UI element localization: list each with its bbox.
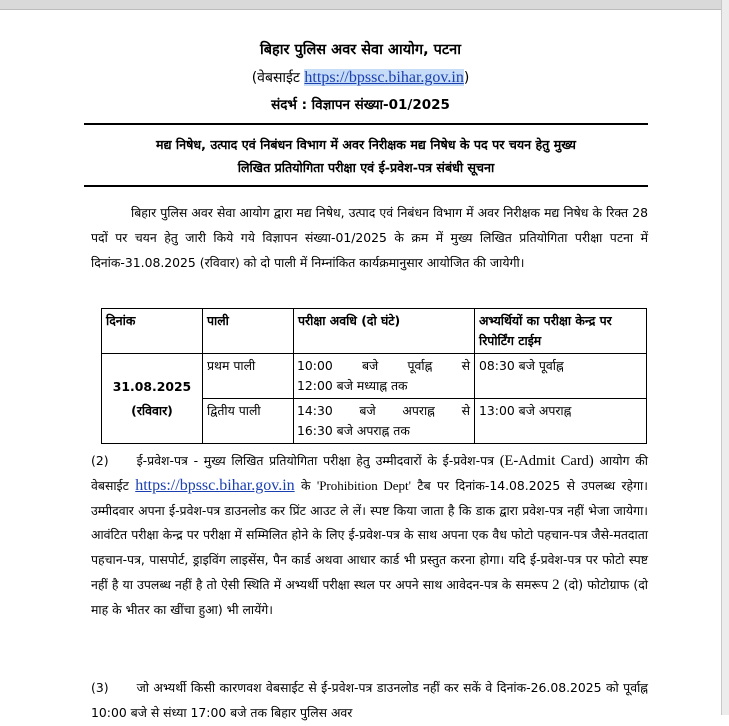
- paragraph-3: [91, 676, 648, 726]
- notice-subject: [84, 133, 648, 179]
- header-reporting: अभ्यर्थियों का परीक्षा केन्द्र पर रिपोर्टिंग टाईम: [475, 309, 647, 354]
- paragraph-3-text: जो अभ्यर्थी किसी कारणवश वेबसाईट से ई-प्रवेश-पत्र डाउनलोड नहीं कर सकें वे दिनांक-26.08.2025 को पूर्वाह्न 10:00 बजे से संध्या 17:00 बजे तक बिहार पुलिस अवर: [91, 680, 648, 720]
- paragraph-2-text-c: के: [294, 477, 317, 493]
- website-line: [0, 68, 721, 87]
- shift-duration: [294, 399, 475, 444]
- exam-date: 31.08.2025: [112, 378, 192, 394]
- tab-name-label: 'Prohibition Dept': [316, 477, 411, 493]
- table-header-row: [102, 309, 647, 354]
- table-row: [102, 354, 647, 399]
- exam-day: (रविवार): [131, 402, 173, 418]
- header-shift: पाली: [203, 309, 294, 354]
- website-link-2[interactable]: https://bpssc.bihar.gov.in: [135, 476, 295, 494]
- website-suffix: ): [463, 70, 470, 86]
- start-time: 10:00: [297, 358, 333, 373]
- duration-line-1: [297, 401, 470, 421]
- subject-line-1: मद्य निषेध, उत्पाद एवं निबंधन विभाग में अवर निरीक्षक मद्य निषेध के पद पर चयन हेतु मुख्य: [156, 137, 576, 152]
- header-date: दिनांक: [102, 309, 203, 354]
- paragraph-2-number: (2): [91, 453, 109, 468]
- start-period: अपराह्न: [402, 403, 435, 418]
- paragraph-2-text-e: (दो) फोटोग्राफ (दो माह के भीतर का खींचा हुआ) भी लायेंगे।: [91, 576, 648, 617]
- end-time: 12:00 बजे मध्याह्न तक: [297, 378, 408, 393]
- reporting-time: 08:30 बजे पूर्वाह्न: [475, 354, 647, 399]
- paragraph-3-number: (3): [91, 680, 109, 695]
- paragraph-2-text-a: ई-प्रवेश-पत्र - मुख्य लिखित प्रतियोगिता परीक्षा हेतु उम्मीदवारों के ई-प्रवेश-पत्र: [136, 453, 494, 468]
- exam-date-cell: [102, 354, 203, 444]
- vertical-scrollbar[interactable]: [721, 0, 729, 715]
- shift-name: प्रथम पाली: [203, 354, 294, 399]
- website-link[interactable]: https://bpssc.bihar.gov.in: [304, 69, 464, 86]
- start-period: पूर्वाह्न: [407, 358, 433, 373]
- divider-bottom: [84, 185, 648, 187]
- start-word: बजे: [361, 358, 379, 373]
- start-time: 14:30: [297, 403, 333, 418]
- page-title: बिहार पुलिस अवर सेवा आयोग, पटना: [260, 42, 461, 58]
- range-separator: से: [461, 358, 470, 373]
- duration-line-1: [297, 356, 470, 376]
- paragraph-2: [91, 449, 648, 623]
- reporting-time: 13:00 बजे अपराह्न: [475, 399, 647, 444]
- range-separator: से: [461, 403, 470, 418]
- shift-name: द्वितीय पाली: [203, 399, 294, 444]
- paragraph-2-text-d: टैब पर दिनांक-14.08.2025 से उपलब्ध रहेगा। उम्मीदवार अपना ई-प्रवेश-पत्र डाउनलोड कर प्रिंट आउट ले लें। स्पष्ट किया जाता है कि डाक द्वारा प्रवेश-पत्र नहीं भेजा जायेगा। आवंटित परीक्षा केन्द्र पर परीक्षा में सम्मिलित होने के लिए ई-प्रवेश-पत्र के साथ अपना एक वैध फोटो पहचान-पत्र जैसे-मतदाता पहचान-पत्र, पासपोर्ट, ड्राइविंग लाइसेंस, पैन कार्ड अथवा आधार कार्ड भी प्रस्तुत करना होगा। यदि ई-प्रवेश-पत्र पर फोटो स्पष्ट नहीं है या उपलब्ध नहीं है तो ऐसी स्थिति में अभ्यर्थी परीक्षा स्थल पर अपने साथ आवेदन-पत्र के समरूप: [91, 477, 648, 592]
- eadmit-card-label: (E-Admit Card): [499, 453, 594, 469]
- subject-line-2: लिखित प्रतियोगिता परीक्षा एवं ई-प्रवेश-पत्र संबंधी सूचना: [237, 160, 495, 175]
- paragraph-1-text: बिहार पुलिस अवर सेवा आयोग द्वारा मद्य निषेध, उत्पाद एवं निबंधन विभाग में अवर निरीक्षक मद्य निषेध के रिक्त 28 पदों पर चयन हेतु जारी किये गये विज्ञापन संख्या-01/2025 के क्रम में मुख्य लिखित प्रतियोगिता परीक्षा पटना में दिनांक-31.08.2025 (रविवार) को दो पाली में निम्नांकित कार्यक्रमानुसार आयोजित की जायेगी।: [91, 205, 648, 270]
- document-page: [0, 9, 721, 720]
- divider-top: [84, 123, 648, 125]
- paragraph-1: [91, 201, 648, 275]
- shift-duration: [294, 354, 475, 399]
- exam-schedule-table: [101, 308, 647, 444]
- photo-count: 2: [552, 576, 560, 593]
- start-word: बजे: [359, 403, 376, 418]
- paragraph-2-text-b: आयोग की वेबसाईट: [91, 453, 648, 493]
- website-prefix: (वेबसाईट: [251, 70, 305, 86]
- end-time: 16:30 बजे अपराह्न तक: [297, 423, 410, 438]
- reference-line: संदर्भ : विज्ञापन संख्या-01/2025: [271, 97, 450, 113]
- header-duration: परीक्षा अवधि (दो घंटे): [294, 309, 475, 354]
